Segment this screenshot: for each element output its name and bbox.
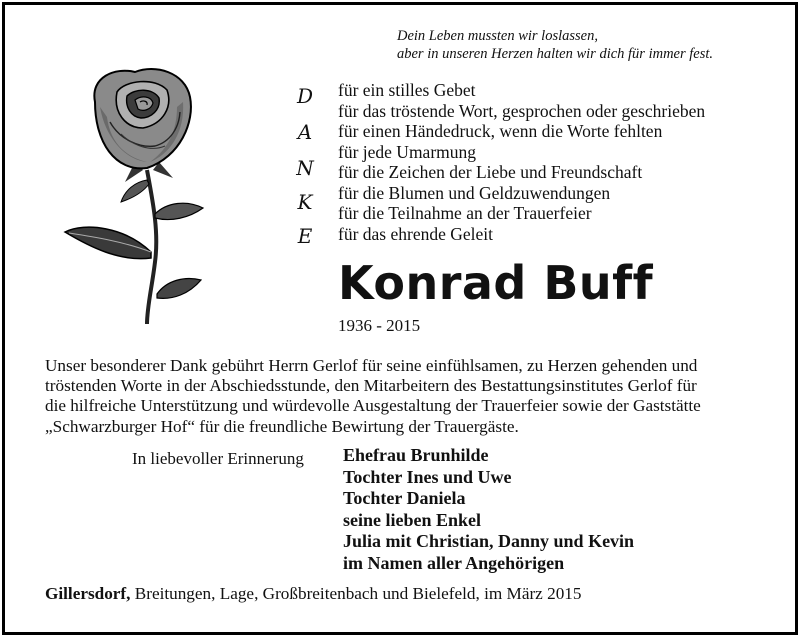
gratitude-list [338,80,705,244]
rose-icon [55,62,205,332]
danke-letter: N [296,156,314,180]
deceased-name: Konrad Buff [338,256,654,310]
family-list [343,445,634,575]
gratitude-line: für das tröstende Wort, gesprochen oder geschrieben [338,100,706,121]
paragraph-line: tröstenden Worte in der Abschiedsstunde, den Mitarbeitern des Bestattungsinstitutes Gerlof für [45,376,697,396]
family-line: Ehefrau Brunhilde [343,445,489,465]
family-line: Tochter Ines und Uwe [343,466,512,487]
gratitude-line: für das ehrende Geleit [338,223,493,244]
gratitude-line: für jede Umarmung [338,141,477,162]
paragraph-line: „Schwarzburger Hof“ für die freundliche Bewirtung der Trauergäste. [45,416,519,436]
footer-places [45,584,581,604]
family-line: im Namen aller Angehörigen [343,552,565,573]
gratitude-line: für einen Händedruck, wenn die Worte fehlten [338,121,663,141]
footer-place-bold: Gillersdorf, [45,584,131,603]
memory-label: In liebevoller Erinnerung [132,449,304,468]
gratitude-line: für ein stilles Gebet [338,80,476,100]
deceased-years: 1936 - 2015 [338,316,421,335]
danke-letter: E [297,224,313,248]
gratitude-line: für die Zeichen der Liebe und Freundschaft [338,162,643,182]
paragraph-line: Unser besonderer Dank gebührt Herrn Gerlof für seine einfühlsamen, zu Herzen gehenden und [45,356,698,375]
quote-line-1: Dein Leben mussten wir loslassen, [397,28,598,44]
thanks-paragraph [45,356,757,437]
gratitude-line: für die Teilnahme an der Trauerfeier [338,203,592,223]
danke-letter: A [297,120,313,144]
danke-letter: D [296,84,314,108]
family-line: Tochter Daniela [343,488,466,509]
quote-line-2: aber in unseren Herzen halten wir dich für immer fest. [397,46,714,62]
paragraph-line: die hilfreiche Unterstützung und würdevolle Ausgestaltung der Trauerfeier sowie der Gaststätte [45,396,701,416]
family-line: Julia mit Christian, Danny und Kevin [343,531,635,552]
footer-rest: Breitungen, Lage, Großbreitenbach und Bielefeld, im März 2015 [130,584,582,603]
danke-letter: K [297,190,313,214]
family-line: seine lieben Enkel [343,509,482,530]
gratitude-line: für die Blumen und Geldzuwendungen [338,182,611,203]
